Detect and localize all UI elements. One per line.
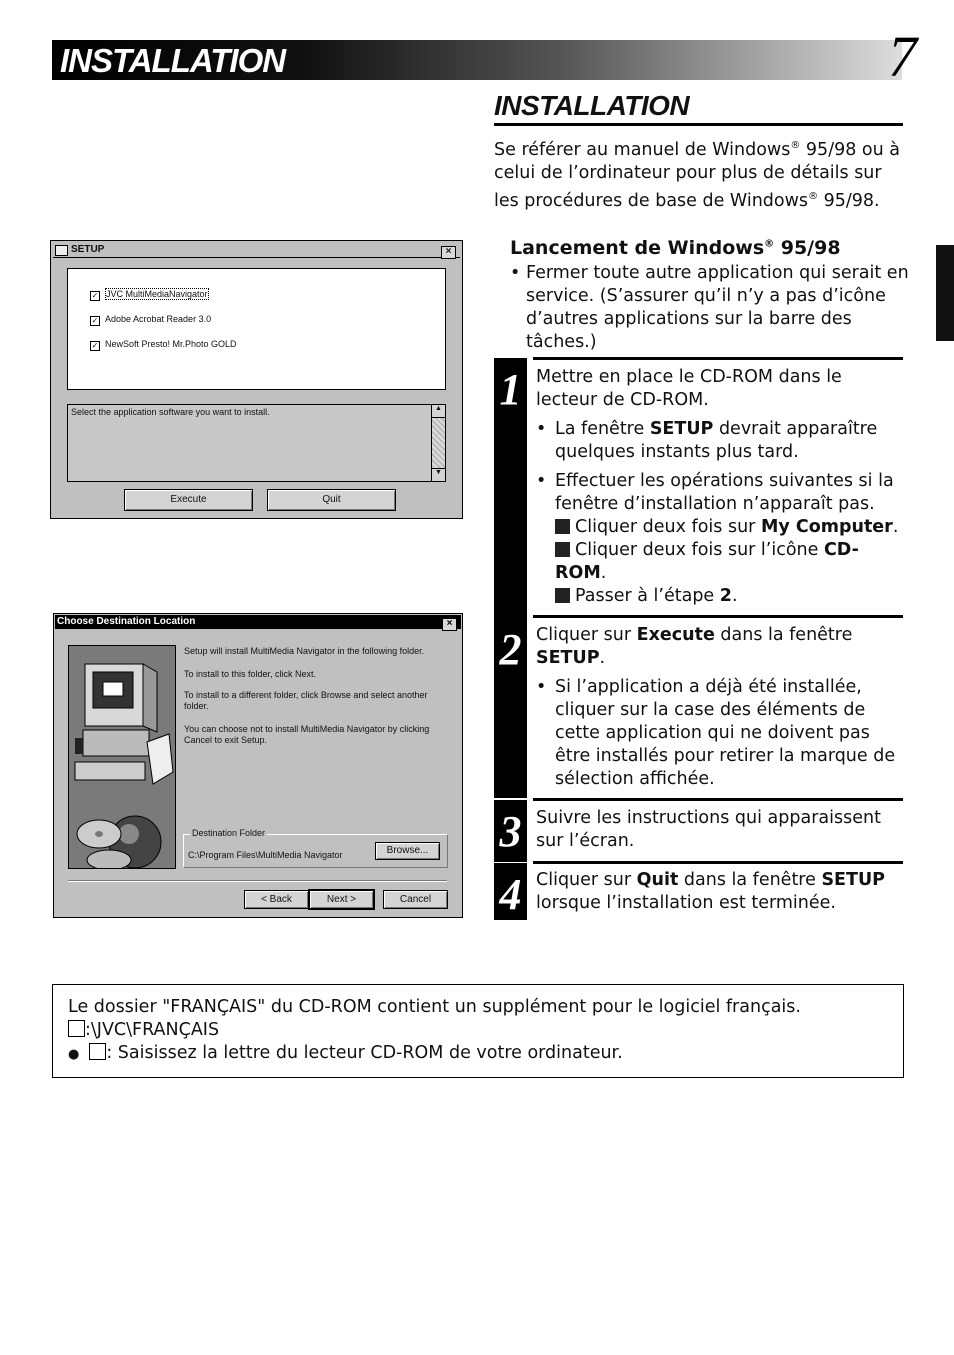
- header-title: INSTALLATION: [60, 42, 286, 79]
- step-2-text: Cliquer sur Execute dans la fenêtre SETUP. • Si l’application a déjà été installée, cliquer sur la case des éléments de cette application qui ne doivent pas être installés pour retirer la marque de sélection affichée.: [536, 624, 902, 797]
- list-item: • Si l’application a déjà été installée, cliquer sur la case des éléments de cette application qui ne doivent pas être installés pour retirer la marque de sélection affichée.: [536, 677, 896, 789]
- computer-icon: [69, 646, 175, 868]
- browse-button[interactable]: Browse...: [375, 842, 440, 860]
- step-3-text: Suivre les instructions qui apparaissent sur l’écran.: [536, 808, 881, 851]
- app-checklist: [67, 268, 446, 390]
- launch-heading: Lancement de Windows® 95/98: [510, 237, 841, 259]
- note-line-1: Le dossier "FRANÇAIS" du CD-ROM contient un supplément pour le logiciel français.: [68, 997, 801, 1017]
- step-number: 2: [494, 618, 527, 798]
- note-box: [52, 984, 904, 1078]
- scroll-up-icon[interactable]: ▲: [432, 405, 445, 418]
- destination-folder-group: Destination Folder C:\Program Files\MultiMedia Navigator Browse...: [183, 834, 448, 868]
- info-textbox: Select the application software you want to install. ▲ ▼: [67, 404, 446, 482]
- checkbox-item[interactable]: ✓ NewSoft Presto! Mr.Photo GOLD: [91, 339, 237, 350]
- checkbox-item[interactable]: ✓ JVC MultiMediaNavigator: [91, 289, 208, 300]
- launch-bullet: • Fermer toute autre application qui serait en service. (S’assurer qu’il n’y a pas d’icône d’autres applications sur la barre des tâches.): [510, 263, 909, 352]
- page-number: 7: [888, 24, 917, 89]
- execute-button[interactable]: Execute: [124, 489, 253, 511]
- section-title: INSTALLATION: [494, 90, 690, 121]
- step-number: 1: [494, 358, 527, 620]
- step-rule: [533, 798, 903, 801]
- step-rule: [533, 615, 903, 618]
- close-icon[interactable]: ×: [441, 246, 456, 259]
- step-rule: [533, 861, 903, 864]
- section-rule: [494, 123, 903, 126]
- dest-line-2: To install to this folder, click Next.: [184, 669, 317, 679]
- dest-line-4: You can choose not to install MultiMedia Navigator by clicking Cancel to exit Setup.: [184, 724, 430, 745]
- step-1-text: Mettre en place le CD-ROM dans le lecteur de CD-ROM. • La fenêtre SETUP devrait apparaître quelques instants plus tard. • Effectuer les opérations suivantes si la fenêtre d’installation n’apparaît pas. Cliquer deux fois sur My Computer. Cliquer deux fois sur l’icône CD-ROM. Passer à l’étape 2.: [536, 366, 902, 608]
- dest-line-1: Setup will install MultiMedia Navigator in the following folder.: [184, 646, 425, 656]
- step-number: 3: [494, 800, 527, 862]
- list-item: • Effectuer les opérations suivantes si la fenêtre d’installation n’apparaît pas.: [536, 471, 894, 514]
- drive-letter-box: [68, 1020, 85, 1037]
- scrollbar[interactable]: [431, 405, 445, 481]
- intro-paragraph: Se référer au manuel de Windows® 95/98 ou à celui de l’ordinateur pour plus de détails sur les procédures de base de Windows® 95/98.: [494, 139, 901, 211]
- checkbox-item[interactable]: ✓ Adobe Acrobat Reader 3.0: [91, 314, 212, 325]
- destination-titlebar: Choose Destination Location ×: [55, 615, 461, 629]
- close-icon[interactable]: ×: [442, 618, 457, 631]
- drive-letter-box: [89, 1043, 106, 1060]
- back-button[interactable]: < Back: [244, 890, 309, 909]
- step-number: 4: [494, 863, 527, 920]
- sub-step: Passer à l’étape 2.: [536, 585, 902, 608]
- next-button[interactable]: Next >: [309, 890, 374, 909]
- step-rule: [533, 357, 903, 360]
- cancel-button[interactable]: Cancel: [383, 890, 448, 909]
- list-item: • La fenêtre SETUP devrait apparaître quelques instants plus tard.: [536, 419, 878, 462]
- language-tab: [936, 245, 954, 341]
- scroll-down-icon[interactable]: ▼: [432, 468, 445, 481]
- sub-step: Cliquer deux fois sur My Computer.: [536, 516, 902, 539]
- setup-titlebar: SETUP ×: [53, 243, 460, 258]
- setup-dialog: [50, 240, 463, 519]
- step-4-text: Cliquer sur Quit dans la fenêtre SETUP lorsque l’installation est terminée.: [536, 870, 885, 913]
- installer-illustration: [68, 645, 176, 869]
- destination-dialog: [53, 613, 463, 918]
- setup-app-icon: [55, 245, 68, 256]
- note-line-3: ● : Saisissez la lettre du lecteur CD-ROM de votre ordinateur.: [68, 1043, 623, 1063]
- note-line-2: :\JVC\FRANÇAIS: [68, 1019, 219, 1042]
- quit-button[interactable]: Quit: [267, 489, 396, 511]
- separator: [68, 880, 447, 882]
- sub-step: Cliquer deux fois sur l’icône CD-ROM.: [555, 540, 859, 583]
- folder-path: C:\Program Files\MultiMedia Navigator: [188, 850, 343, 860]
- dest-line-3: To install to a different folder, click Browse and select another folder.: [184, 690, 428, 711]
